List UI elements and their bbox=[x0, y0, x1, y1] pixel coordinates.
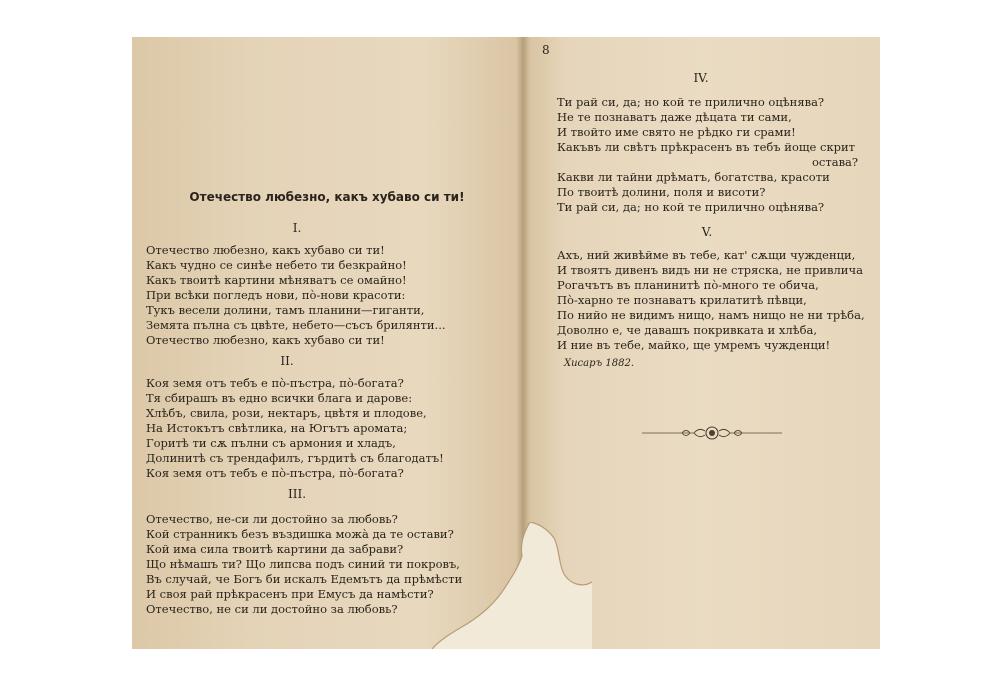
verse-line: Какъ чудно се синѣе небето ти безкрайно! bbox=[146, 258, 407, 272]
verse-line: Не те познаватъ даже дѣцата ти сами, bbox=[557, 110, 792, 124]
verse-line: И твойто име свято не рѣдко ги срами! bbox=[557, 125, 796, 139]
verse-line: Отечество любезно, какъ хубаво си ти! bbox=[146, 243, 385, 257]
verse-line: Доволно е, че давашъ покривката и хлѣба, bbox=[557, 323, 818, 337]
verse-line: остава? bbox=[812, 155, 859, 169]
verse-line: Какъвъ ли свѣтъ прѣкрасенъ въ тебъ йоще скрит bbox=[557, 140, 856, 154]
stanza-number-5: V. bbox=[701, 225, 713, 239]
page-number: 8 bbox=[542, 43, 550, 57]
verse-line: На Истокътъ свѣтлика, на Югътъ аромата; bbox=[146, 421, 408, 435]
verse-line: И своя рай прѣкрасенъ при Емусъ да намѣсти? bbox=[146, 587, 434, 601]
verse-line: Ти рай си, да; но кой те прилично оцѣнява? bbox=[557, 200, 825, 214]
verse-line: Въ случай, че Богъ би искалъ Едемътъ да прѣмѣсти bbox=[146, 572, 463, 586]
verse-line: Долинитѣ съ трендафилъ, гърдитѣ съ благодатъ! bbox=[146, 451, 444, 465]
verse-line: Тя сбирашъ въ едно всички блага и дарове: bbox=[146, 391, 413, 405]
verse-line: Ти рай си, да; но кой те прилично оцѣнява? bbox=[557, 95, 825, 109]
torn-paper-area bbox=[432, 522, 592, 649]
verse-line: Кой има сила твоитѣ картини да забрави? bbox=[146, 542, 404, 556]
verse-line: Отечество, не-си ли достойно за любовь? bbox=[146, 512, 398, 526]
verse-line: При всѣки погледъ нови, пò-нови красоти: bbox=[146, 288, 406, 302]
poem-title: Отечество любезно, какъ хубаво си ти! bbox=[189, 190, 465, 204]
verse-line: Що нѣмашъ ти? Що липсва подъ синий ти покровъ, bbox=[146, 557, 460, 571]
verse-line: Какъ твоитѣ картини мѣняватъ се омайно! bbox=[146, 273, 407, 287]
verse-line: Хлѣбъ, свила, рози, нектаръ, цвѣтя и плодове, bbox=[146, 406, 427, 420]
verse-line: Кой странникъ безъ въздишка можà да те остави? bbox=[146, 527, 454, 541]
verse-line: Отечество любезно, какъ хубаво си ти! bbox=[146, 333, 385, 347]
verse-line: И твоятъ дивенъ видъ ни не стряска, не привлича bbox=[557, 263, 863, 277]
book-spread bbox=[132, 37, 880, 649]
verse-line: Отечество, не си ли достойно за любовь? bbox=[146, 602, 398, 616]
verse-line: По нийо не видимъ нищо, намъ нищо не ни трѣба, bbox=[557, 308, 865, 322]
stanza-number-2: II. bbox=[280, 354, 294, 368]
verse-line: Земята пълна съ цвѣте, небето—съсъ брилянти... bbox=[146, 318, 446, 332]
stanza-number-3: III. bbox=[287, 487, 307, 501]
stanza-number-1: I. bbox=[292, 221, 302, 235]
verse-line: Рогачътъ въ планинитѣ пò-много те обича, bbox=[557, 278, 819, 292]
verse-line: И ние въ тебе, майко, ще умремъ чужденци! bbox=[557, 338, 831, 352]
verse-line: Коя земя отъ тебъ е пò-пъстра, пò-богата? bbox=[146, 376, 404, 390]
place-date-signature: Хисаръ 1882. bbox=[564, 358, 634, 369]
vignette-ornament-icon bbox=[642, 425, 782, 445]
verse-line: Тукъ весели долини, тамъ планини—гиганти, bbox=[146, 303, 425, 317]
verse-line: Горитѣ ти сѫ пълни съ армония и хладъ, bbox=[146, 436, 396, 450]
verse-line: Пò-харно те познаватъ крилатитѣ пѣвци, bbox=[557, 293, 807, 307]
verse-line: Ахъ, ний живѣйме въ тебе, кат' сѫщи чужденци, bbox=[557, 248, 856, 262]
stanza-number-4: IV. bbox=[693, 71, 709, 85]
verse-line: По твоитѣ долини, поля и висоти? bbox=[557, 185, 766, 199]
verse-line: Коя земя отъ тебъ е пò-пъстра, пò-богата? bbox=[146, 466, 404, 480]
verse-line: Какви ли тайни дрѣматъ, богатства, красоти bbox=[557, 170, 830, 184]
